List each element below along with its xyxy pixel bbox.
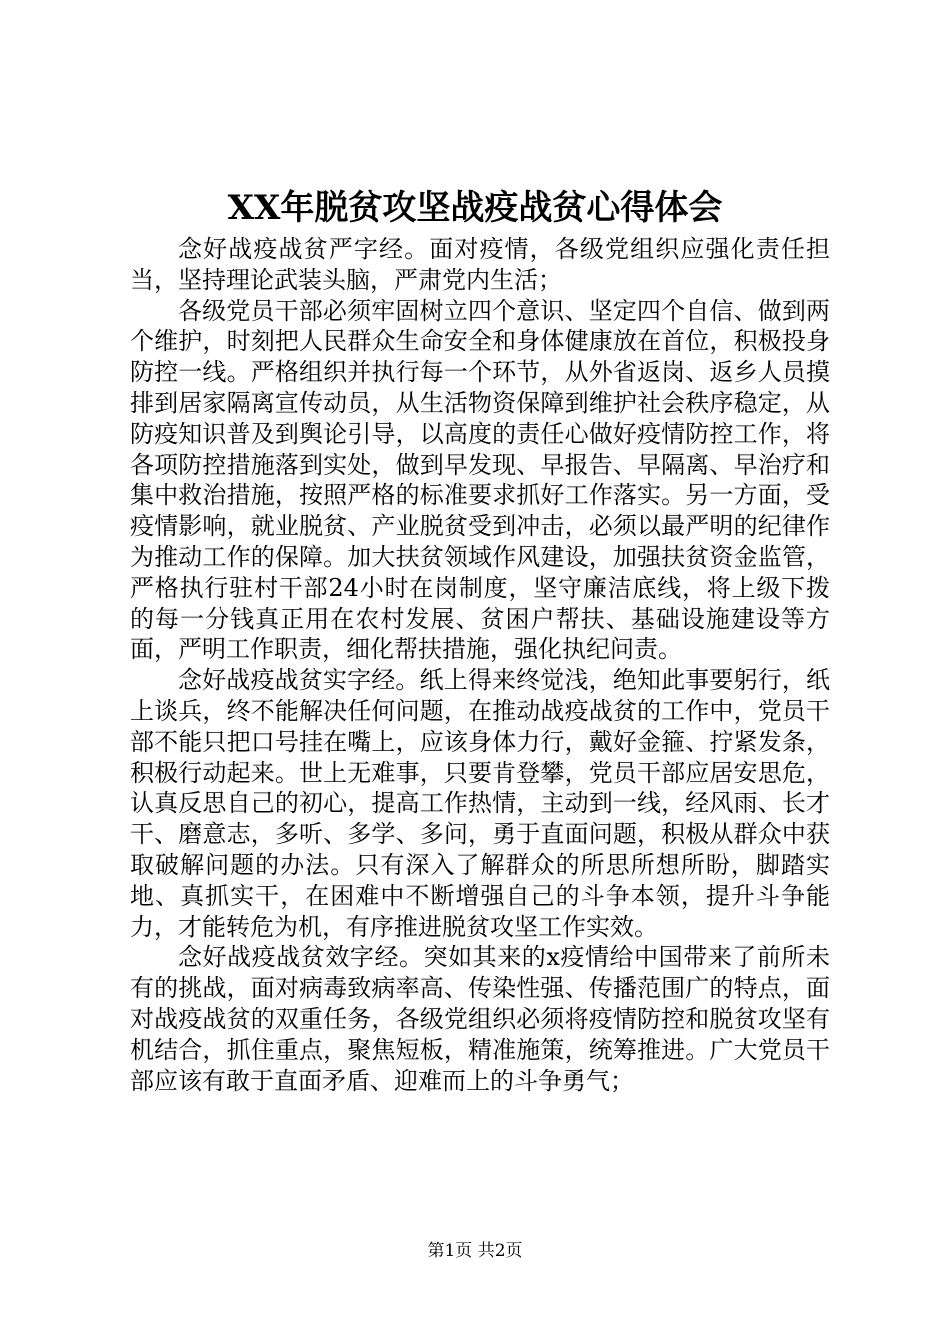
paragraph-3: 念好战疫战贫实字经。纸上得来终觉浅，绝知此事要躬行，纸上谈兵，终不能解决任何问题，在推动战疫战贫的工作中，党员干部不能只把口号挂在嘴上，应该身体力行，戴好金箍、拧紧发条，积极行动起来。世上无难事，只要肯登攀，党员干部应居安思危，认真反思自己的初心，提高工作热情，主动到一线，经风雨、长才干、磨意志，多听、多学、多问，勇于直面问题，积极从群众中获取破解问题的办法。只有深入了解群众的所思所想所盼，脚踏实地、真抓实干，在困难中不断增强自己的斗争本领，提升斗争能力，才能转危为机，有序推进脱贫攻坚工作实效。	[130, 666, 830, 941]
document-body	[130, 234, 830, 1096]
page-footer: 第1页 共2页	[427, 1241, 523, 1261]
paragraph-4: 念好战疫战贫效字经。突如其来的x疫情给中国带来了前所未有的挑战，面对病毒致病率高、传染性强、传播范围广的特点，面对战疫战贫的双重任务，各级党组织必须将疫情防控和脱贫攻坚有机结合，抓住重点，聚焦短板，精准施策，统筹推进。广大党员干部应该有敢于直面矛盾、迎难而上的斗争勇气；	[130, 943, 830, 1095]
document-title: XX年脱贫攻坚战疫战贫心得体会	[227, 188, 723, 228]
paragraph-1: 念好战疫战贫严字经。面对疫情，各级党组织应强化责任担当，坚持理论武装头脑，严肃党内生活；	[130, 235, 830, 294]
paragraph-2: 各级党员干部必须牢固树立四个意识、坚定四个自信、做到两个维护，时刻把人民群众生命安全和身体健康放在首位，积极投身防控一线。严格组织并执行每一个环节，从外省返岗、返乡人员摸排到居家隔离宣传动员，从生活物资保障到维护社会秩序稳定，从防疫知识普及到舆论引导，以高度的责任心做好疫情防控工作，将各项防控措施落到实处，做到早发现、早报告、早隔离、早治疗和集中救治措施，按照严格的标准要求抓好工作落实。另一方面，受疫情影响，就业脱贫、产业脱贫受到冲击，必须以最严明的纪律作为推动工作的保障。加大扶贫领域作风建设，加强扶贫资金监管，严格执行驻村干部24小时在岗制度，坚守廉洁底线，将上级下拨的每一分钱真正用在农村发展、贫困户帮扶、基础设施建设等方面，严明工作职责，细化帮扶措施，强化执纪问责。	[130, 296, 830, 664]
